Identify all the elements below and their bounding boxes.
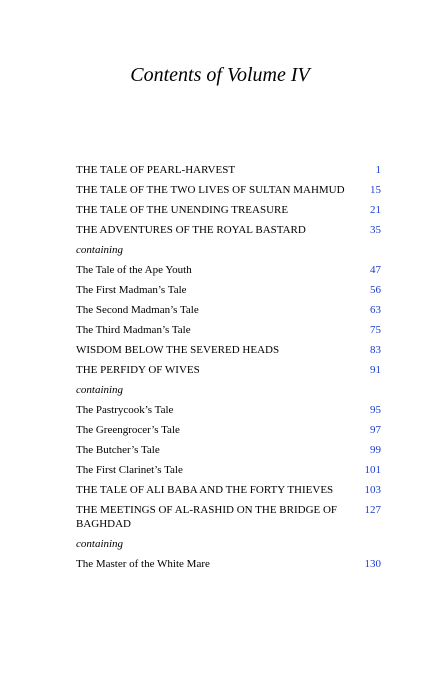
toc-entry <box>76 184 381 198</box>
toc-containing-label: containing <box>76 244 124 256</box>
toc-page-link[interactable]: 63 <box>370 304 381 316</box>
toc-page-link[interactable]: 47 <box>370 264 381 276</box>
toc-entry-title: The Pastrycook’s Tale <box>76 404 174 416</box>
toc-page-link[interactable]: 75 <box>370 324 381 336</box>
toc-entry-title: THE PERFIDY OF WIVES <box>76 364 200 376</box>
toc-entry <box>76 304 381 318</box>
toc-page-link[interactable]: 101 <box>364 464 381 476</box>
toc-entry-title: WISDOM BELOW THE SEVERED HEADS <box>76 344 280 356</box>
toc-entry-title: The First Madman’s Tale <box>76 284 187 296</box>
table-of-contents <box>76 164 381 578</box>
toc-entry-title: The Third Madman’s Tale <box>76 324 191 336</box>
toc-entry-title: THE TALE OF THE TWO LIVES OF SULTAN MAHMUD <box>76 184 345 196</box>
toc-entry-title: The Greengrocer’s Tale <box>76 424 180 436</box>
toc-page-link[interactable]: 130 <box>364 557 381 570</box>
toc-entry-title: The Butcher’s Tale <box>76 444 160 456</box>
toc-page-link[interactable]: 91 <box>370 364 381 376</box>
toc-entry <box>76 204 381 218</box>
toc-containing-label: containing <box>76 537 124 550</box>
toc-entry <box>76 464 381 478</box>
toc-page-link[interactable]: 99 <box>370 444 381 456</box>
toc-page-link[interactable]: 103 <box>364 484 381 496</box>
toc-entry-title: The Tale of the Ape Youth <box>76 264 192 276</box>
toc-entry <box>76 164 381 178</box>
toc-entry-title: THE TALE OF ALI BABA AND THE FORTY THIEVES <box>76 484 334 496</box>
toc-entry <box>76 364 381 378</box>
toc-entry <box>76 284 381 298</box>
toc-entry <box>76 344 381 358</box>
toc-page-link[interactable]: 97 <box>370 424 381 436</box>
toc-page-link[interactable]: 56 <box>370 284 381 296</box>
toc-entry <box>76 504 381 531</box>
toc-entry-title: The Master of the White Mare <box>76 557 210 570</box>
toc-page-link[interactable]: 1 <box>375 164 381 176</box>
toc-containing-label: containing <box>76 384 124 396</box>
toc-entry-title: The Second Madman’s Tale <box>76 304 199 316</box>
page-title: Contents of Volume IV <box>130 64 310 86</box>
toc-entry-title: THE TALE OF PEARL-HARVEST <box>76 164 236 176</box>
toc-page-link[interactable]: 35 <box>370 224 381 236</box>
toc-page-link[interactable]: 95 <box>370 404 381 416</box>
toc-entry-title: The First Clarinet’s Tale <box>76 464 183 476</box>
toc-entry <box>76 424 381 438</box>
toc-page-link[interactable]: 83 <box>370 344 381 356</box>
toc-page-link[interactable]: 21 <box>370 204 381 216</box>
toc-entry-title: THE TALE OF THE UNENDING TREASURE <box>76 204 289 216</box>
toc-page-link[interactable]: 15 <box>370 184 381 196</box>
toc-entry <box>76 404 381 418</box>
toc-entry <box>76 484 381 498</box>
toc-entry <box>76 444 381 458</box>
toc-page-link[interactable]: 127 <box>364 504 381 516</box>
toc-entry <box>76 558 381 572</box>
toc-entry <box>76 264 381 278</box>
toc-entry-title: THE MEETINGS OF AL-RASHID ON THE BRIDGE OF BAGHDAD <box>76 504 338 530</box>
toc-entry <box>76 224 381 238</box>
toc-entry <box>76 324 381 338</box>
toc-entry-title: THE ADVENTURES OF THE ROYAL BASTARD <box>76 224 306 236</box>
